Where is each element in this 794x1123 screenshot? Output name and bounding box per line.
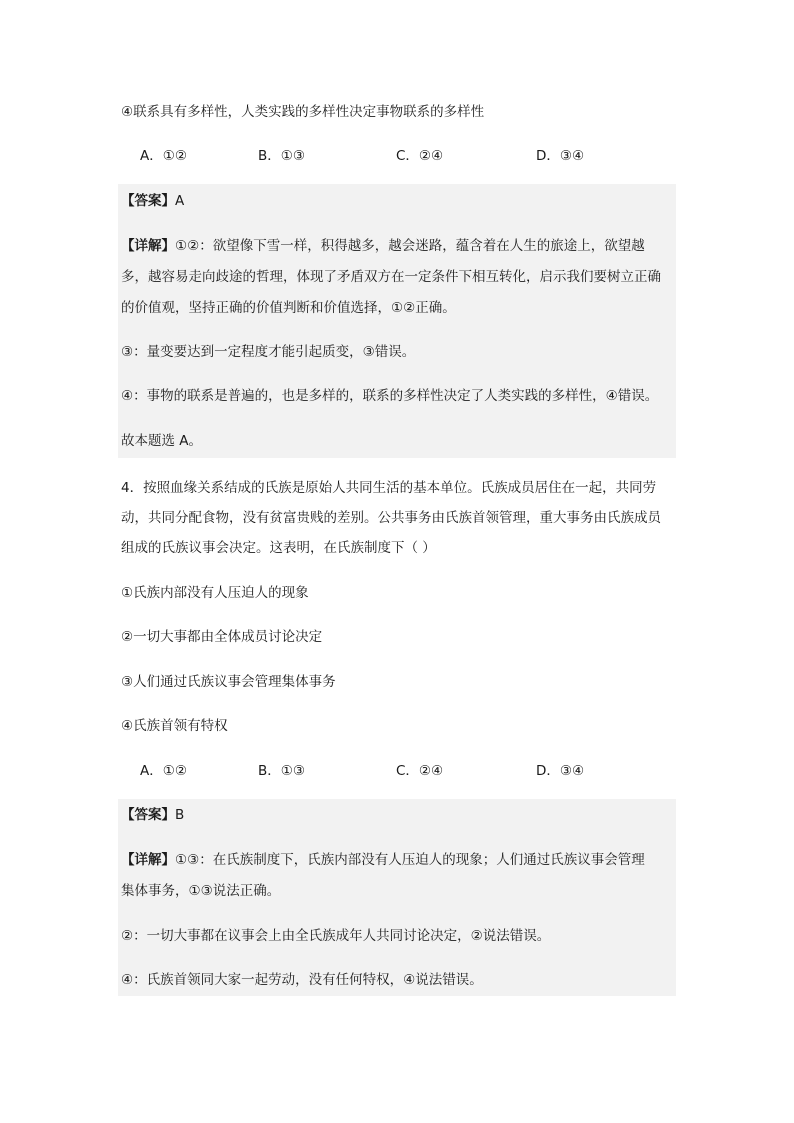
q4-answer	[121, 805, 184, 825]
q3-answer-panel	[118, 184, 676, 458]
q4-answer-value: B	[175, 807, 185, 823]
q4-item-3: ③人们通过氏族议事会管理集体事务	[121, 674, 336, 690]
q4-stem-line-3: 组成的氏族议事会决定。这表明，在氏族制度下（ ）	[121, 540, 436, 556]
q3-item-4: ④联系具有多样性，人类实践的多样性决定事物联系的多样性	[121, 104, 485, 120]
q3-answer-value: A	[175, 193, 185, 209]
q4-item-4: ④氏族首领有特权	[121, 718, 228, 734]
q4-stem-line-2: 动，共同分配食物，没有贫富贵贱的差别。公共事务由氏族首领管理，重大事务由氏族成员	[121, 510, 661, 526]
q3-answer	[121, 191, 184, 211]
q4-point-4: ④：氏族首领同大家一起劳动，没有任何特权，④说法错误。	[121, 972, 483, 988]
q3-detail-line-2: 多，越容易走向歧途的哲理，体现了矛盾双方在一定条件下相互转化，启示我们要树立正确	[121, 269, 661, 285]
q3-option-d: D．③④	[536, 148, 585, 164]
q3-conclusion: 故本题选 A。	[121, 433, 203, 449]
q4-point-2: ②：一切大事都在议事会上由全氏族成年人共同讨论决定，②说法错误。	[121, 928, 551, 944]
q4-answer-label: 【答案】	[121, 807, 175, 823]
q3-option-b: B．①③	[258, 148, 305, 164]
q3-point-4: ④：事物的联系是普遍的，也是多样的，联系的多样性决定了人类实践的多样性，④错误。	[121, 388, 659, 404]
q4-option-d: D．③④	[536, 763, 585, 779]
q3-detail-line-1: 【详解】①②：欲望像下雪一样，积得越多，越会迷路，蕴含着在人生的旅途上，欲望越	[121, 238, 645, 254]
q3-detail-label: 【详解】	[121, 238, 175, 254]
q4-option-b: B．①③	[258, 763, 305, 779]
q4-item-1: ①氏族内部没有人压迫人的现象	[121, 585, 309, 601]
q4-detail-label: 【详解】	[121, 852, 175, 868]
q4-stem-line-1: 4．按照血缘关系结成的氏族是原始人共同生活的基本单位。氏族成员居住在一起，共同劳	[121, 480, 657, 496]
q3-option-c: C．②④	[396, 148, 444, 164]
q3-answer-label: 【答案】	[121, 193, 175, 209]
q4-option-c: C．②④	[396, 763, 444, 779]
q4-item-2: ②一切大事都由全体成员讨论决定	[121, 629, 323, 645]
q4-detail-line-1: 【详解】①③：在氏族制度下，氏族内部没有人压迫人的现象；人们通过氏族议事会管理	[121, 852, 645, 868]
q4-option-a: A．①②	[140, 763, 187, 779]
q3-option-a: A．①②	[140, 148, 187, 164]
q4-detail-line-2: 集体事务，①③说法正确。	[121, 883, 281, 899]
q3-point-3: ③：量变要达到一定程度才能引起质变，③错误。	[121, 344, 416, 360]
q3-detail-line-3: 的价值观，坚持正确的价值判断和价值选择，①②正确。	[121, 300, 456, 316]
